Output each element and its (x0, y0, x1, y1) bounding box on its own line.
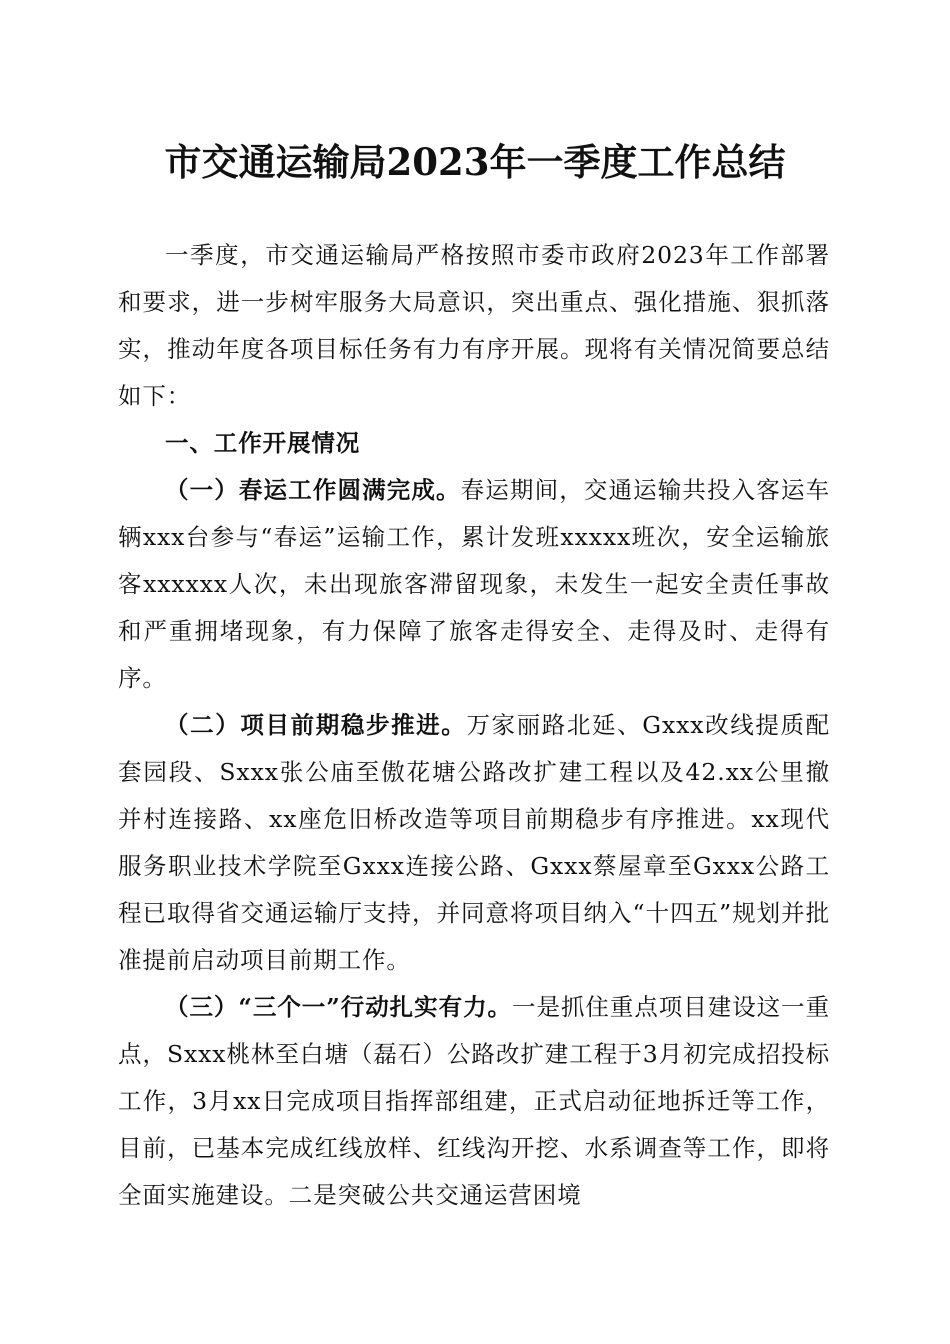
item-lead: （三）“三个一”行动扎实有力。 (165, 993, 513, 1021)
document-body (118, 232, 830, 1219)
item-text: 春运期间，交通运输共投入客运车辆xxx台参与“春运”运输工作，累计发班xxxxx班次，安全运输旅客xxxxxx人次，未出现旅客滞留现象，未发生一起安全责任事故和严重拥堵现象，有力保障了旅客走得安全、走得及时、走得有序。 (118, 476, 830, 692)
item-text: 万家丽路北延、Gxxx改线提质配套园段、Sxxx张公庙至傲花塘公路改扩建工程以及42.xx公里撤并村连接路、xx座危旧桥改造等项目前期稳步有序推进。xx现代服务职业技术学院至Gxxx连接公路、Gxxx蔡屋章至Gxxx公路工程已取得省交通运输厅支持，并同意将项目纳入“十四五”规划并批准提前启动项目前期工作。 (118, 711, 830, 974)
section-heading: 一、工作开展情况 (165, 429, 361, 457)
intro-paragraph: 一季度，市交通运输局严格按照市委市政府2023年工作部署和要求，进一步树牢服务大局意识，突出重点、强化措施、狠抓落实，推动年度各项目标任务有力有序开展。现将有关情况简要总结如下： (118, 241, 830, 410)
item-lead: （一）春运工作圆满完成。 (165, 476, 461, 504)
item-text: 一是抓住重点项目建设这一重点，Sxxx桃林至白塘（磊石）公路改扩建工程于3月初完成招投标工作，3月xx日完成项目指挥部组建，正式启动征地拆迁等工作，目前，已基本完成红线放样、红线沟开挖、水系调查等工作，即将全面实施建设。二是突破公共交通运营困境 (118, 993, 830, 1209)
item-lead: （二）项目前期稳步推进。 (165, 711, 467, 739)
item-paragraph-3 (118, 984, 830, 1219)
item-paragraph-2 (118, 702, 830, 984)
document-title: 市交通运输局2023年一季度工作总结 (164, 140, 786, 184)
item-paragraph-1 (118, 467, 830, 702)
